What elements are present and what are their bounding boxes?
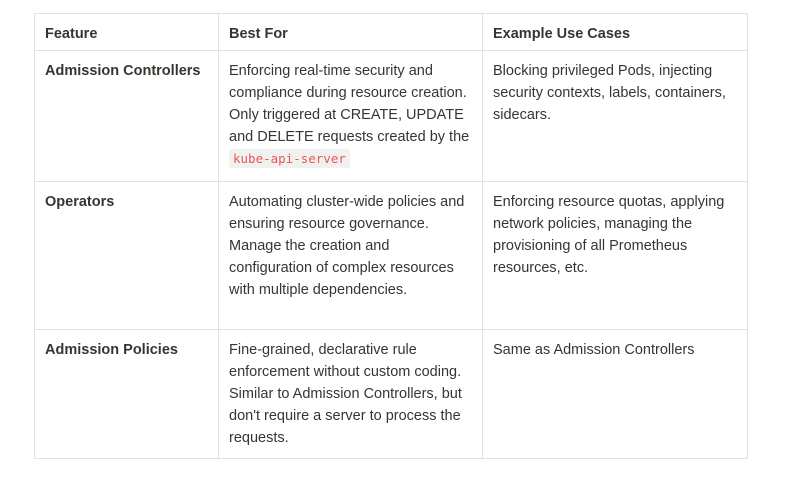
feature-cell: Admission Controllers (35, 51, 219, 182)
example-use-cases-cell: Enforcing resource quotas, applying network policies, managing the provisioning of all Prometheus resources, etc. (483, 182, 748, 330)
table-row (35, 330, 748, 459)
header-example-use-cases: Example Use Cases (483, 14, 748, 51)
header-feature: Feature (35, 14, 219, 51)
example-use-cases-cell: Same as Admission Controllers (483, 330, 748, 459)
table-row (35, 182, 748, 330)
feature-cell: Admission Policies (35, 330, 219, 459)
best-for-cell: Fine-grained, declarative rule enforcement without custom coding. Similar to Admission Controllers, but don't require a server to process the requests. (219, 330, 483, 459)
comparison-table-container (34, 13, 748, 459)
table-header-row (35, 14, 748, 51)
example-use-cases-cell: Blocking privileged Pods, injecting security contexts, labels, containers, sidecars. (483, 51, 748, 182)
table-row (35, 51, 748, 182)
inline-code: kube-api-server (229, 149, 350, 168)
header-best-for: Best For (219, 14, 483, 51)
best-for-text: Enforcing real-time security and compliance during resource creation. Only triggered at CREATE, UPDATE and DELETE requests created by the (229, 63, 470, 145)
best-for-cell: Automating cluster-wide policies and ensuring resource governance. Manage the creation and configuration of complex resources with multiple dependencies. (219, 182, 483, 330)
best-for-cell (219, 51, 483, 182)
comparison-table (34, 13, 748, 459)
feature-cell: Operators (35, 182, 219, 330)
